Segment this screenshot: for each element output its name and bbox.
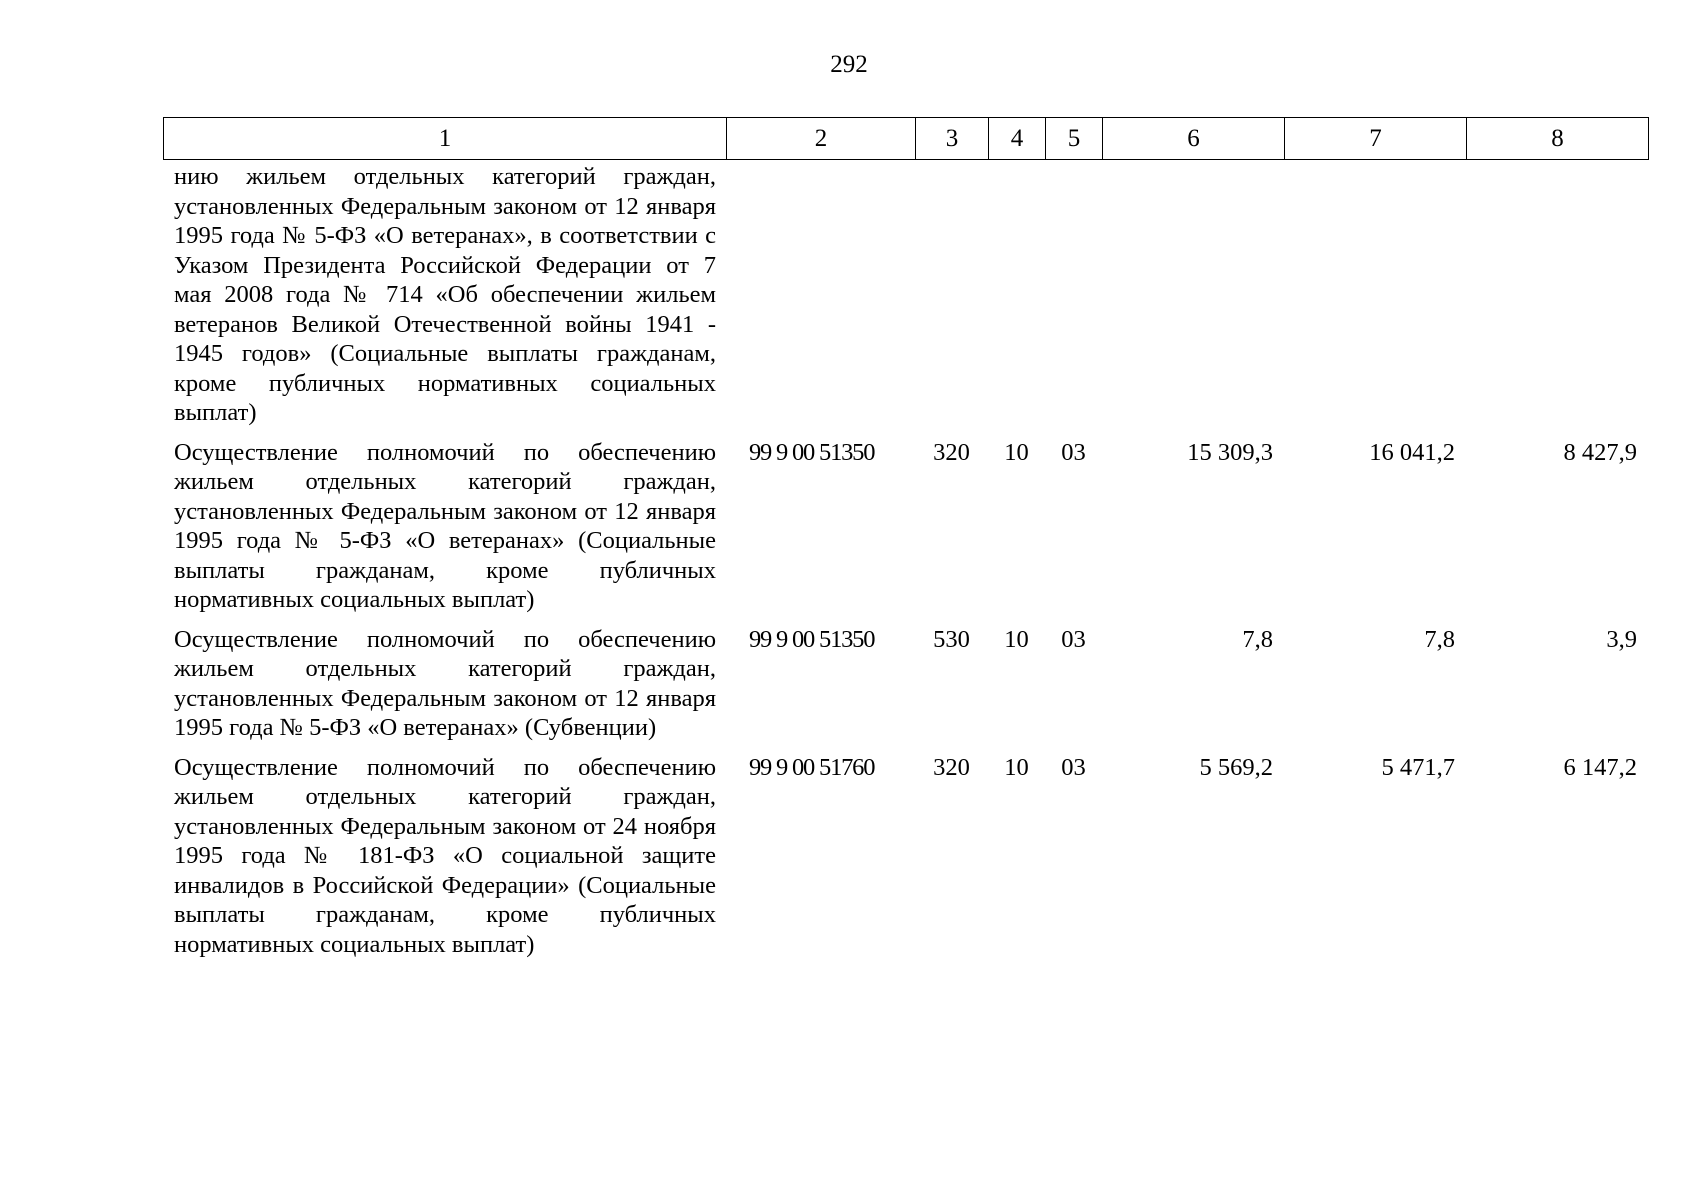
row-value-8: 6 147,2 — [1563, 753, 1637, 781]
header-col-7: 7 — [1285, 118, 1467, 160]
row-value-6: 7,8 — [1242, 625, 1273, 653]
table-row — [163, 625, 1651, 743]
row-description: нию жильем отдельных категорий граждан, установленных Федеральным законом от 12 января 1995 года № 5-ФЗ «О ветеранах», в соответствии с Указом Президента Российской Федерации от 7 мая 2008 года № 714 «Об обеспечении жильем ветеранов Великой Отечественной войны 1941 - 1945 годов» (Социальные выплаты гражданам, кроме публичных нормативных социальных выплат) — [174, 163, 716, 426]
header-col-6: 6 — [1103, 118, 1285, 160]
row-value-7: 5 471,7 — [1381, 753, 1455, 781]
row-col-3: 320 — [933, 438, 970, 466]
table-header — [163, 117, 1649, 160]
row-col-5: 03 — [1061, 753, 1086, 781]
row-code: 99 9 00 51350 — [749, 438, 875, 466]
row-description: Осуществление полномочий по обеспечению жильем отдельных категорий граждан, установленных Федеральным законом от 12 января 1995 года № 5-ФЗ «О ветеранах» (Социальные выплаты гражданам, кроме публичных нормативных социальных выплат) — [174, 438, 716, 613]
row-value-7: 16 041,2 — [1369, 438, 1455, 466]
row-col-3: 320 — [933, 753, 970, 781]
row-value-8: 3,9 — [1606, 625, 1637, 653]
row-col-4: 10 — [1004, 753, 1029, 781]
row-col-4: 10 — [1004, 438, 1029, 466]
table-row — [163, 753, 1651, 960]
header-col-8: 8 — [1467, 118, 1649, 160]
row-value-6: 15 309,3 — [1187, 438, 1273, 466]
row-col-5: 03 — [1061, 438, 1086, 466]
table-body — [163, 162, 1651, 969]
row-col-3: 530 — [933, 625, 970, 653]
row-description: Осуществление полномочий по обеспечению жильем отдельных категорий граждан, установленных Федеральным законом от 24 ноября 1995 года № 181-ФЗ «О социальной защите инвалидов в Российской Федерации» (Социальные выплаты гражданам, кроме публичных нормативных социальных выплат) — [174, 753, 716, 958]
page-number: 292 — [830, 51, 868, 78]
row-code: 99 9 00 51760 — [749, 753, 875, 781]
header-col-4: 4 — [989, 118, 1046, 160]
row-col-4: 10 — [1004, 625, 1029, 653]
table-row — [163, 162, 1651, 428]
table-row — [163, 438, 1651, 615]
header-col-3: 3 — [916, 118, 989, 160]
row-value-6: 5 569,2 — [1199, 753, 1273, 781]
row-code: 99 9 00 51350 — [749, 625, 875, 653]
header-col-1: 1 — [164, 118, 727, 160]
header-col-5: 5 — [1046, 118, 1103, 160]
row-value-8: 8 427,9 — [1563, 438, 1637, 466]
row-value-7: 7,8 — [1424, 625, 1455, 653]
header-col-2: 2 — [727, 118, 916, 160]
row-col-5: 03 — [1061, 625, 1086, 653]
row-description: Осуществление полномочий по обеспечению жильем отдельных категорий граждан, установленных Федеральным законом от 12 января 1995 года № 5-ФЗ «О ветеранах» (Субвенции) — [174, 625, 716, 741]
